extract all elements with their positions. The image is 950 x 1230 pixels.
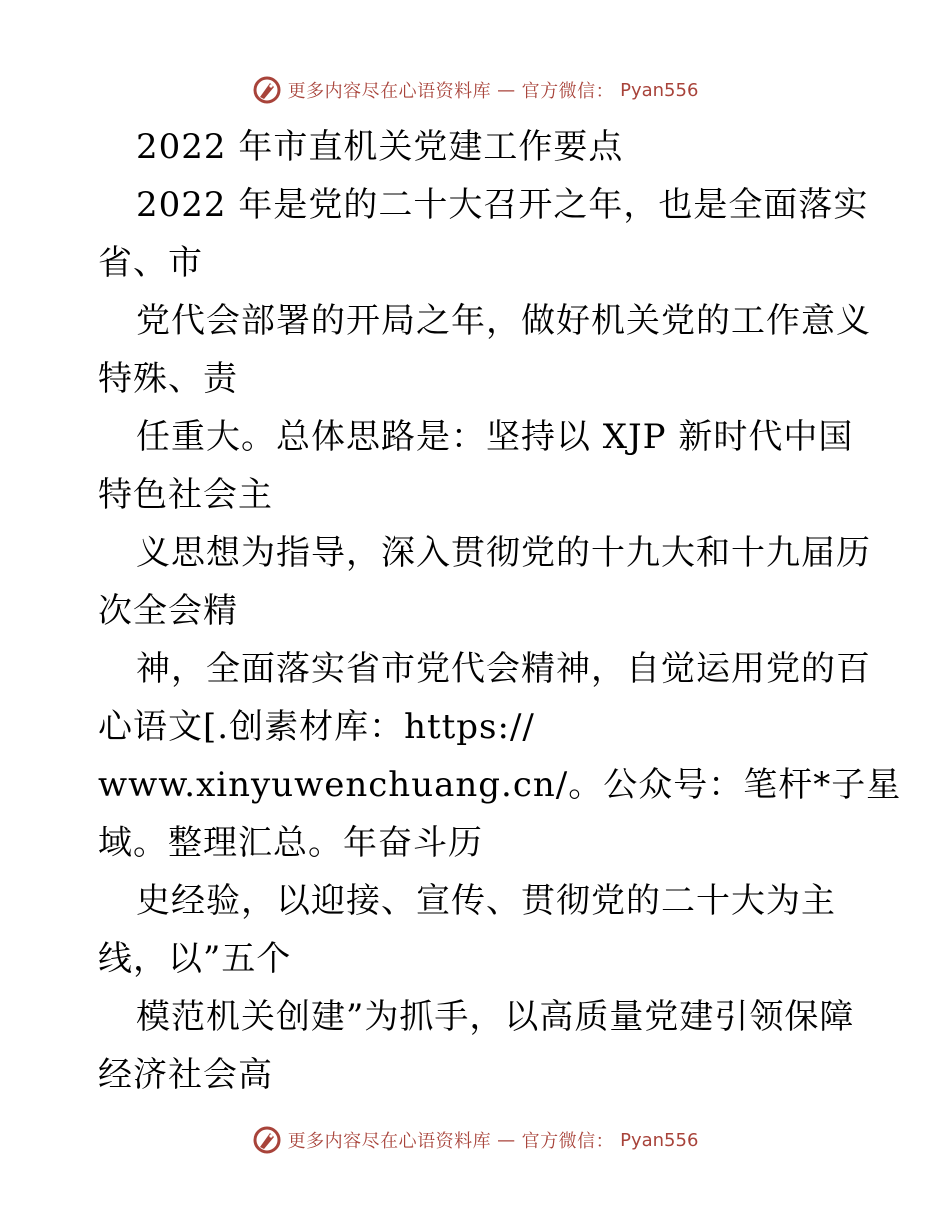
text-line: 次全会精 (98, 591, 238, 631)
pen-nib-logo-icon (252, 75, 282, 105)
text-line: 域。整理汇总。年奋斗历 (98, 823, 483, 863)
text-line: 义思想为指导，深入贯彻党的十九大和十九届历 (136, 533, 871, 573)
header-wechat-label: 官方微信： (521, 81, 615, 102)
text-line: 2022 年是党的二十大召开之年，也是全面落实 (136, 185, 869, 225)
text-line: 经济社会高 (98, 1055, 273, 1095)
pen-nib-logo-icon (252, 1125, 282, 1155)
footer-banner-text: 更多内容尽在心语资料库 (287, 1131, 492, 1152)
footer-banner-dash: — (497, 1129, 516, 1151)
footer-wechat-id: Pyan556 (620, 1129, 699, 1151)
text-line: 党代会部署的开局之年，做好机关党的工作意义 (136, 301, 871, 341)
document-title: 2022 年市直机关党建工作要点 (136, 127, 624, 167)
text-line: 神，全面落实省市党代会精神，自觉运用党的百 (136, 649, 871, 689)
header-banner (0, 70, 950, 110)
text-line: 模范机关创建”为抓手，以高质量党建引领保障 (136, 997, 855, 1037)
text-line: 心语文[.创素材库：https:// (98, 707, 535, 747)
text-line: 省、市 (98, 243, 203, 283)
text-line: 特殊、责 (98, 359, 238, 399)
header-banner-text: 更多内容尽在心语资料库 (287, 81, 492, 102)
footer-banner-content (252, 1125, 699, 1155)
header-banner-dash: — (497, 79, 516, 101)
header-wechat-id: Pyan556 (620, 79, 699, 101)
footer-banner (0, 1120, 950, 1160)
document-body (98, 118, 902, 1104)
header-banner-content (252, 75, 699, 105)
text-line: www.xinyuwenchuang.cn/。公众号：笔杆*子星 (98, 765, 902, 805)
text-line: 任重大。总体思路是：坚持以 XJP 新时代中国 (136, 417, 854, 457)
text-line: 史经验，以迎接、宣传、贯彻党的二十大为主 (136, 881, 836, 921)
text-line: 线，以”五个 (98, 939, 292, 979)
footer-wechat-label: 官方微信： (521, 1131, 615, 1152)
text-line: 特色社会主 (98, 475, 273, 515)
